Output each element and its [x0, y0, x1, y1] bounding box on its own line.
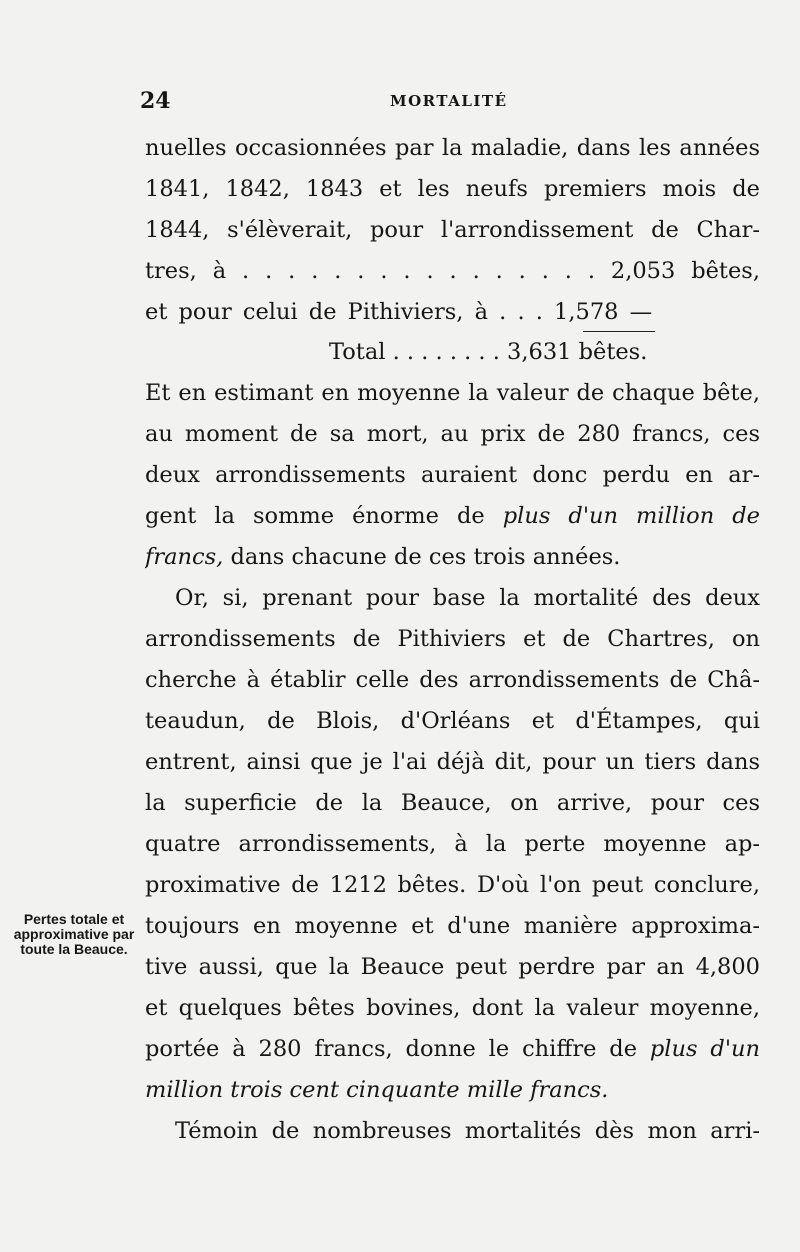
text-line: toujours en moyenne et d'une manière approxima- — [145, 913, 760, 939]
text-line: et quelques bêtes bovines, dont la valeur moyenne, — [145, 995, 760, 1021]
text-line: proximative de 1212 bêtes. D'où l'on peut conclure, — [145, 872, 760, 898]
page-header — [140, 88, 560, 118]
text-italic: plus d'un — [649, 1036, 760, 1062]
text-line: teaudun, de Blois, d'Orléans et d'Étampes, qui — [145, 708, 760, 734]
text-line-italic: million trois cent cinquante mille francs. — [145, 1077, 609, 1103]
running-head: MORTALITÉ — [390, 92, 508, 110]
text-italic: francs, — [145, 544, 224, 570]
text-line: et pour celui de Pithiviers, à . . . 1,578 — — [145, 299, 653, 325]
text-roman: gent la somme énorme de — [145, 503, 503, 529]
text-roman: dans chacune de ces trois années. — [223, 544, 621, 570]
text-line: au moment de sa mort, au prix de 280 francs, ces — [145, 421, 760, 447]
text-line — [145, 537, 760, 578]
text-line: tive aussi, que la Beauce peut perdre par an 4,800 — [145, 954, 760, 980]
page-number: 24 — [140, 88, 171, 114]
margin-note: Pertes totale et approximative par toute la Beauce. — [13, 911, 135, 957]
text-line: quatre arrondissements, à la perte moyenne ap- — [145, 831, 760, 857]
body-text — [145, 128, 760, 1152]
text-line: cherche à établir celle des arrondissements de Châ- — [145, 667, 760, 693]
text-line: entrent, ainsi que je l'ai déjà dit, pour un tiers dans — [145, 749, 760, 775]
text-line: deux arrondissements auraient donc perdu en ar- — [145, 462, 760, 488]
text-line: 1844, s'élèverait, pour l'arrondissement de Char- — [145, 217, 760, 243]
text-line — [145, 496, 760, 537]
text-line: 1841, 1842, 1843 et les neufs premiers mois de — [145, 176, 760, 202]
text-line: la superficie de la Beauce, on arrive, pour ces — [145, 790, 760, 816]
text-roman: portée à 280 francs, donne le chiffre de — [145, 1036, 650, 1062]
text-line: arrondissements de Pithiviers et de Chartres, on — [145, 626, 760, 652]
text-italic: plus d'un million de — [502, 503, 760, 529]
total-line: Total . . . . . . . . 3,631 bêtes. — [329, 339, 648, 365]
text-line: nuelles occasionnées par la maladie, dans les années — [145, 135, 760, 161]
text-line: tres, à . . . . . . . . . . . . . . . . 2,053 bêtes, — [145, 258, 760, 284]
paragraph-start: Témoin de nombreuses mortalités dès mon arri- — [175, 1118, 760, 1144]
text-line — [145, 1029, 760, 1070]
paragraph-start: Or, si, prenant pour base la mortalité des deux — [175, 585, 760, 611]
text-line: Et en estimant en moyenne la valeur de chaque bête, — [145, 380, 760, 406]
